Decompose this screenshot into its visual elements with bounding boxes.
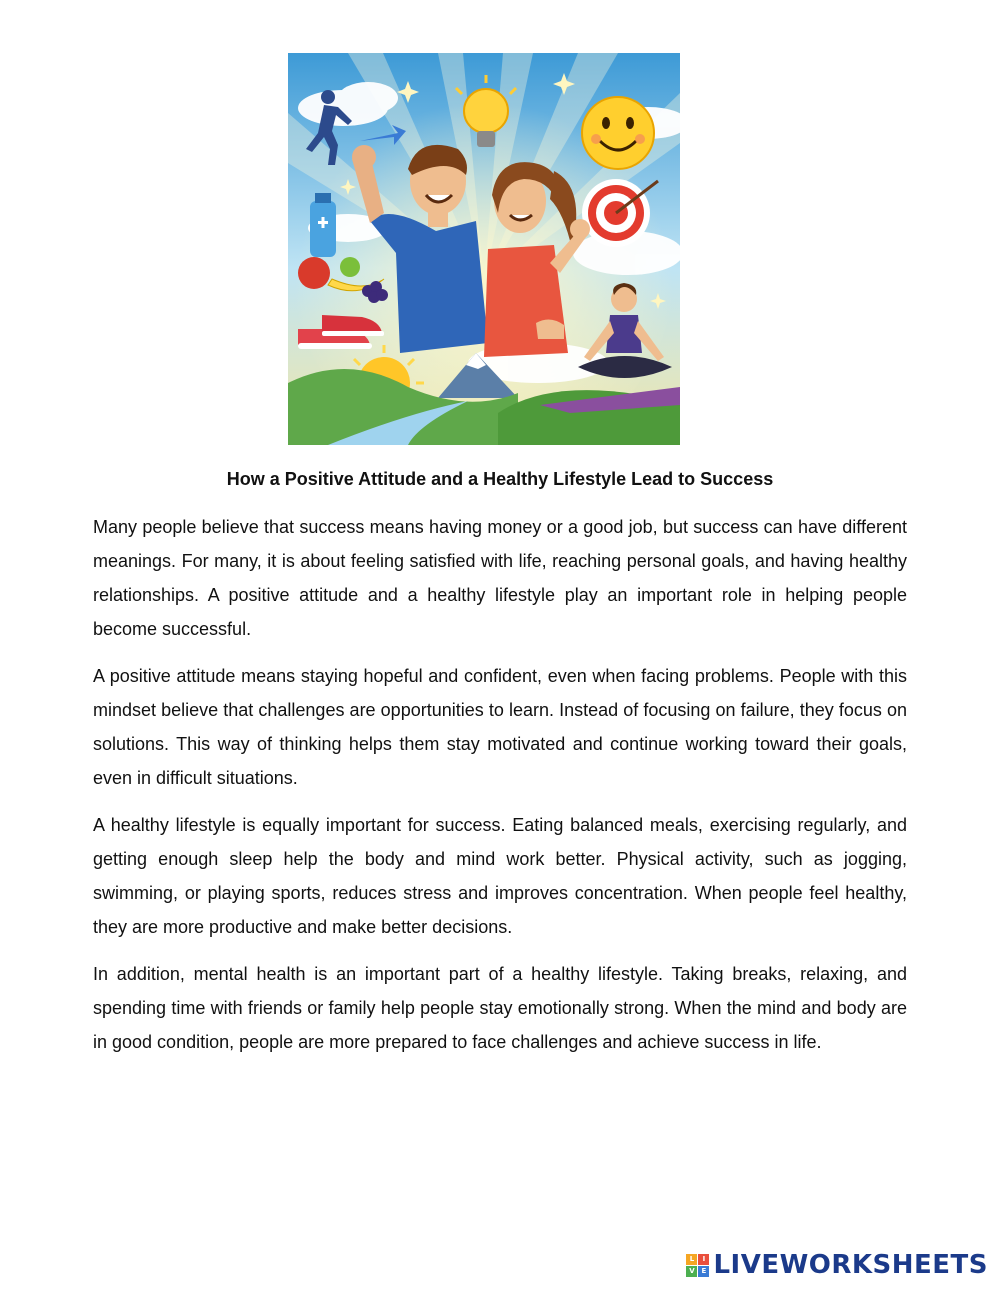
logo-letter: E xyxy=(698,1266,709,1277)
logo-letter: L xyxy=(686,1254,697,1265)
paragraph-4: In addition, mental health is an important part of a healthy lifestyle. Taking breaks, relaxing, and spending time with friends or family help people stay emotionally strong. When the mind and body are in good condition, people are more prepared to face challenges and achieve success in life. xyxy=(93,964,907,1052)
water-bottle-icon xyxy=(310,193,336,257)
paragraph-2: A positive attitude means staying hopeful and confident, even when facing problems. People with this mindset believe that challenges are opportunities to learn. Instead of focusing on failure, they focus on solutions. This way of thinking helps them stay motivated and continue working toward their goals, even in difficult situations. xyxy=(93,666,907,788)
paragraph-3: A healthy lifestyle is equally important for success. Eating balanced meals, exercising regularly, and getting enough sleep help the body and mind work better. Physical activity, such as jogging, swimming, or playing sports, reduces stress and improves concentration. When people feel healthy, they are more productive and make better decisions. xyxy=(93,815,907,937)
logo-letter: V xyxy=(686,1266,697,1277)
logo-letter: I xyxy=(698,1254,709,1265)
liveworksheets-logo-icon xyxy=(686,1254,709,1277)
article-body xyxy=(93,510,907,1072)
liveworksheets-brand[interactable] xyxy=(686,1250,988,1280)
brand-name: LIVEWORKSHEETS xyxy=(713,1250,988,1280)
smiley-icon xyxy=(582,97,654,169)
paragraph-1: Many people believe that success means having money or a good job, but success can have different meanings. For many, it is about feeling satisfied with life, reaching personal goals, and having healthy relationships. A positive attitude and a healthy lifestyle play an important role in helping people become successful. xyxy=(93,517,907,639)
healthy-lifestyle-illustration xyxy=(288,53,680,445)
page-title: How a Positive Attitude and a Healthy Lifestyle Lead to Success xyxy=(226,469,774,489)
